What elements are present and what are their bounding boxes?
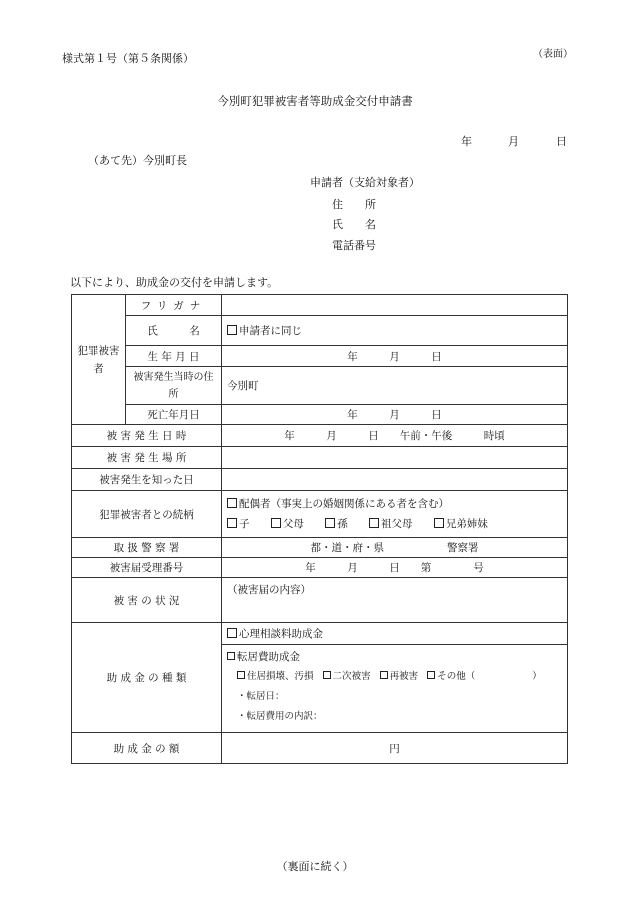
intro-text: 以下により、助成金の交付を申請します。 [70,276,279,289]
damage-checkbox[interactable] [237,671,245,679]
damage-situation-label: 被 害 の 状 況 [72,578,222,623]
furigana-label: フリガナ [126,295,222,316]
police-station-field[interactable]: 都・道・府・県 警察署 [222,538,568,558]
child-checkbox[interactable] [227,518,237,528]
move-date-label: ・転居日： [237,691,285,702]
grandparent-checkbox[interactable] [369,518,379,528]
police-station-label: 取 扱 警 察 署 [72,538,222,558]
damage-label: 住居損壊、汚損 [247,671,314,682]
other-checkbox[interactable] [427,671,435,679]
report-number-field[interactable]: 年 月 日 第 号 [222,558,568,578]
grant-type-label: 助 成 金 の 種 類 [72,623,222,733]
grant-move-field[interactable] [222,645,568,733]
death-date-label: 死亡年月日 [126,405,222,425]
victim-group-label: 犯罪被害者 [72,295,126,425]
applicant-phone-label: 電話番号 [332,239,376,252]
document-title: 今別町犯罪被害者等助成金交付申請書 [217,94,413,108]
incident-place-field[interactable] [222,447,568,469]
grandparent-label: 祖父母 [381,518,413,530]
parent-label: 父母 [282,518,304,530]
sibling-checkbox[interactable] [434,518,444,528]
other-label: その他（ ） [437,671,542,682]
secondary-label: 二次被害 [332,671,371,682]
victim-name-field[interactable] [222,316,568,346]
parent-checkbox[interactable] [271,518,281,528]
continued-footer: （裏面に続く） [276,860,354,873]
move-grant-label: 転居費助成金 [237,651,300,663]
revictim-label: 再被害 [389,671,419,682]
relationship-label: 犯罪被害者との続柄 [72,491,222,538]
incident-place-label: 被 害 発 生 場 所 [72,447,222,469]
child-label: 子 [239,518,250,530]
date-year-label: 年 [461,135,472,148]
application-table [71,294,568,764]
psych-grant-label: 心理相談料助成金 [239,628,323,640]
applicant-name-label: 氏 名 [332,218,376,231]
move-breakdown-label: ・転居費用の内訳： [237,711,323,722]
incident-time-field[interactable]: 年 月 日 午前・午後 時頃 [222,425,568,447]
incident-address-field[interactable]: 今別町 [222,367,568,405]
death-date-field[interactable]: 年 月 日 [222,405,568,425]
psych-grant-checkbox[interactable] [227,628,237,638]
birth-date-field[interactable]: 年 月 日 [222,346,568,367]
grant-psych-field[interactable] [222,623,568,645]
spouse-label: 配偶者（事実上の婚姻関係にある者を含む） [239,498,449,510]
date-month-label: 月 [508,135,519,148]
revictim-checkbox[interactable] [380,671,388,679]
grant-amount-field[interactable]: 円 [222,733,568,764]
incident-address-label: 被害発生当時の住所 [126,367,222,405]
side-indicator: （表面） [533,49,573,60]
birth-date-label: 生 年 月 日 [126,346,222,367]
move-grant-checkbox[interactable] [227,652,235,660]
learned-date-field[interactable] [222,469,568,491]
same-as-applicant-label: 申請者に同じ [239,325,302,337]
secondary-checkbox[interactable] [323,671,331,679]
incident-time-label: 被 害 発 生 日 時 [72,425,222,447]
applicant-address-label: 住 所 [332,198,376,211]
form-number: 様式第１号（第５条関係） [62,52,194,65]
furigana-field[interactable] [222,295,568,316]
damage-situation-note: （被害届の内容） [227,584,311,596]
spouse-checkbox[interactable] [227,498,237,508]
victim-name-label: 氏 名 [126,316,222,346]
grandchild-label: 孫 [337,518,348,530]
sibling-label: 兄弟姉妹 [445,518,488,530]
relationship-field[interactable] [222,491,568,538]
learned-date-label: 被害発生を知った日 [72,469,222,491]
addressee: （あて先）今別町長 [88,154,187,167]
damage-situation-field[interactable] [222,578,568,623]
grandchild-checkbox[interactable] [325,518,335,528]
grant-amount-label: 助 成 金 の 額 [72,733,222,764]
report-number-label: 被害届受理番号 [72,558,222,578]
applicant-heading: 申請者（支給対象者） [310,176,420,189]
same-as-applicant-checkbox[interactable] [227,325,237,335]
date-day-label: 日 [556,135,567,148]
